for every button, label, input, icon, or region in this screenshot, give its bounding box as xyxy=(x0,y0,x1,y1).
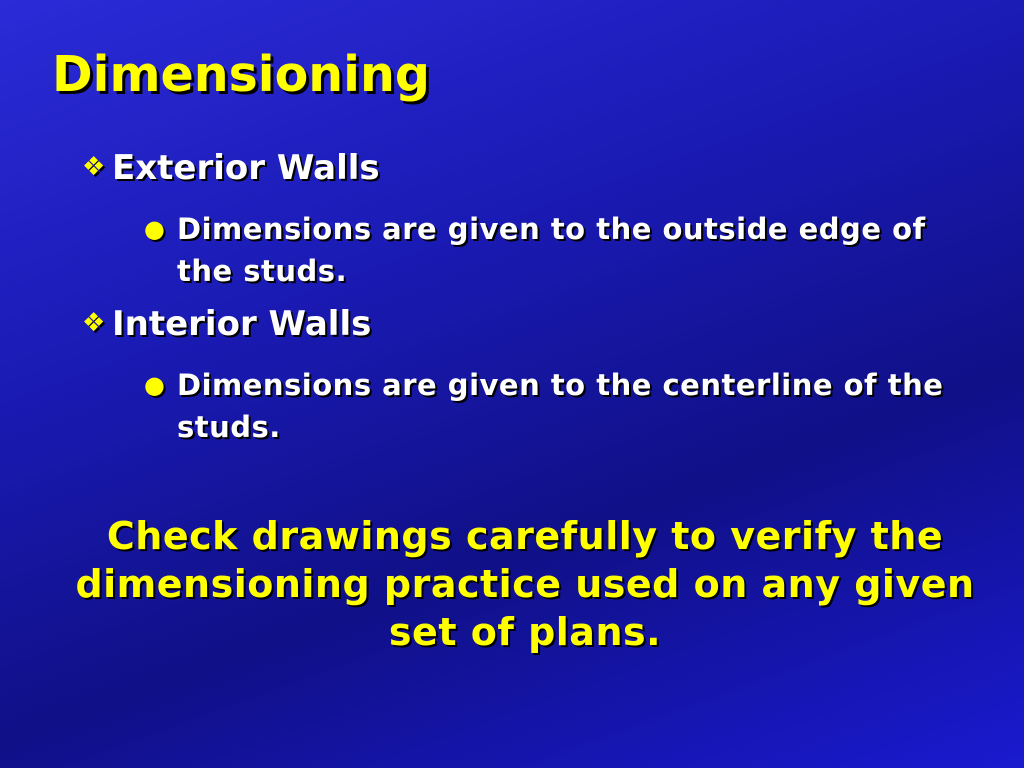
sub-bullet-text: Dimensions are given to the outside edge of the studs. xyxy=(177,212,926,288)
dot-bullet-icon: ● xyxy=(144,371,166,399)
sub-bullet-exterior-detail xyxy=(144,208,974,292)
diamond-bullet-icon: ❖ xyxy=(82,308,106,338)
bullet-heading: Interior Walls xyxy=(112,304,372,344)
bullet-heading: Exterior Walls xyxy=(112,148,380,188)
dot-bullet-icon: ● xyxy=(144,215,166,243)
bullet-interior-walls xyxy=(82,304,371,344)
slide-title: Dimensioning xyxy=(52,46,430,103)
diamond-bullet-icon: ❖ xyxy=(82,152,106,182)
sub-bullet-interior-detail xyxy=(144,364,974,448)
bullet-exterior-walls xyxy=(82,148,380,188)
sub-bullet-text: Dimensions are given to the centerline of the studs. xyxy=(177,368,944,444)
emphasis-note: Check drawings carefully to verify the dimensioning practice used on any given set of plans. xyxy=(75,514,975,654)
